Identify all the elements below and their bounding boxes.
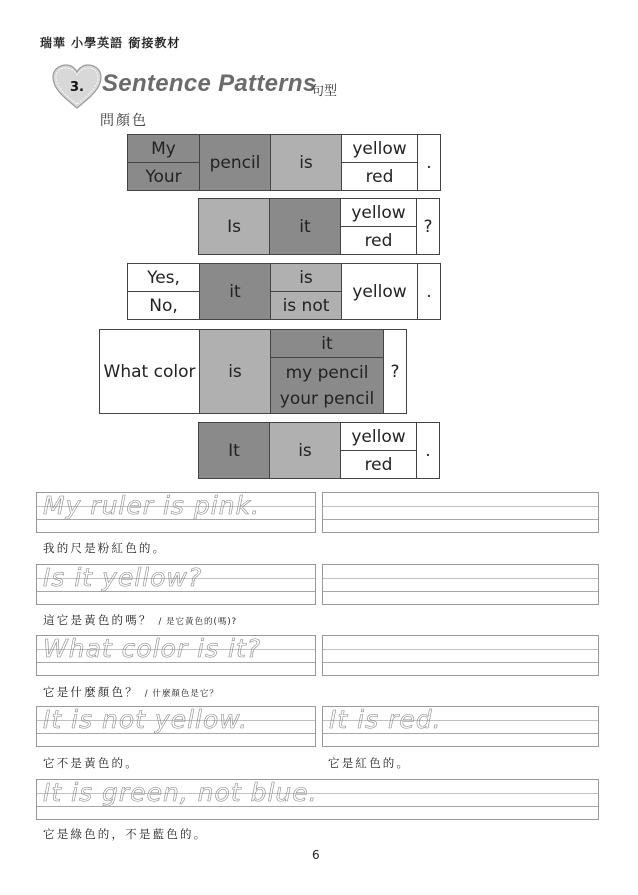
translation-text: 這它是黃色的嗎？ <box>43 613 153 627</box>
trace-sentence: It is red. <box>329 705 442 734</box>
writing-box-trace-wide[interactable] <box>36 779 599 820</box>
cell-punct: . <box>418 264 441 320</box>
writing-box-trace[interactable] <box>36 492 316 533</box>
cell-color-red: red <box>341 227 417 255</box>
trace-sentence: Is it yellow? <box>43 563 203 592</box>
cell-question-what-color: What color <box>100 330 200 414</box>
translation-alt: / 什麼顏色是它？ <box>144 689 219 699</box>
cell-subject-possessive <box>271 358 384 414</box>
translation-text: 它是綠色的，不是藍色的。 <box>43 827 208 841</box>
cell-subject-it: It <box>199 423 270 479</box>
writing-box-blank[interactable] <box>322 492 599 533</box>
cell-color-red: red <box>342 163 418 191</box>
cell-subject-my: My <box>128 135 200 163</box>
pattern-table-5 <box>198 422 440 479</box>
cell-color-red: red <box>341 451 417 479</box>
cell-verb-is: is <box>271 264 342 292</box>
translation-cn <box>43 612 237 628</box>
cell-subject-it: it <box>271 330 384 358</box>
translation-text: 我的尺是粉紅色的。 <box>43 541 167 555</box>
cell-subject-it: it <box>270 199 341 255</box>
cell-verb-is: is <box>200 330 271 414</box>
cell-verb-is: Is <box>199 199 270 255</box>
cell-noun-pencil: pencil <box>200 135 271 191</box>
writing-box-trace[interactable] <box>322 706 599 747</box>
cell-subject-my-pencil: my pencil <box>285 362 369 383</box>
book-title: 瑞華 小學英語 銜接教材 <box>40 36 181 50</box>
cell-subject-it: it <box>200 264 271 320</box>
cell-verb-is: is <box>270 423 341 479</box>
pattern-table-3 <box>127 263 441 320</box>
translation-alt: / 是它黃色的(嗎)? <box>158 617 238 627</box>
translation-text: 它是什麼顏色？ <box>43 685 139 699</box>
cell-subject-your: Your <box>128 163 200 191</box>
cell-subject-your-pencil: your pencil <box>279 388 375 409</box>
cell-answer-yes: Yes, <box>128 264 200 292</box>
cell-punct: ? <box>417 199 440 255</box>
heart-section-badge-icon <box>52 64 102 110</box>
writing-box-blank[interactable] <box>322 564 599 605</box>
translation-text: 它不是黃色的。 <box>43 756 139 770</box>
cell-color-yellow: yellow <box>341 199 417 227</box>
pattern-table-1 <box>127 134 441 191</box>
trace-sentence: What color is it? <box>43 634 262 663</box>
writing-box-trace[interactable] <box>36 564 316 605</box>
translation-cn <box>43 826 207 842</box>
translation-cn <box>43 755 139 771</box>
cell-color-yellow: yellow <box>342 135 418 163</box>
translation-cn <box>43 540 166 556</box>
pattern-table-4 <box>99 329 407 414</box>
writing-box-trace[interactable] <box>36 706 316 747</box>
cell-punct: ? <box>384 330 407 414</box>
writing-box-blank[interactable] <box>322 635 599 676</box>
cell-answer-no: No, <box>128 292 200 320</box>
cell-color-yellow: yellow <box>342 264 418 320</box>
translation-text: 它是紅色的。 <box>328 756 411 770</box>
page-number: 6 <box>312 848 320 862</box>
trace-sentence: It is green, not blue. <box>43 778 318 807</box>
writing-box-trace[interactable] <box>36 635 316 676</box>
cell-punct: . <box>417 423 440 479</box>
section-title-cn: 句型 <box>311 84 338 99</box>
cell-color-yellow: yellow <box>341 423 417 451</box>
cell-verb-is-not: is not <box>271 292 342 320</box>
cell-punct: . <box>418 135 441 191</box>
cell-verb-is: is <box>271 135 342 191</box>
translation-cn <box>328 755 410 771</box>
trace-sentence: It is not yellow. <box>43 705 249 734</box>
trace-sentence: My ruler is pink. <box>43 491 260 520</box>
section-subtitle-cn: 問顏色 <box>100 113 148 129</box>
translation-cn <box>43 684 219 700</box>
section-title: Sentence Patterns <box>102 70 317 97</box>
pattern-table-2 <box>198 198 440 255</box>
section-number: 3. <box>70 80 84 95</box>
